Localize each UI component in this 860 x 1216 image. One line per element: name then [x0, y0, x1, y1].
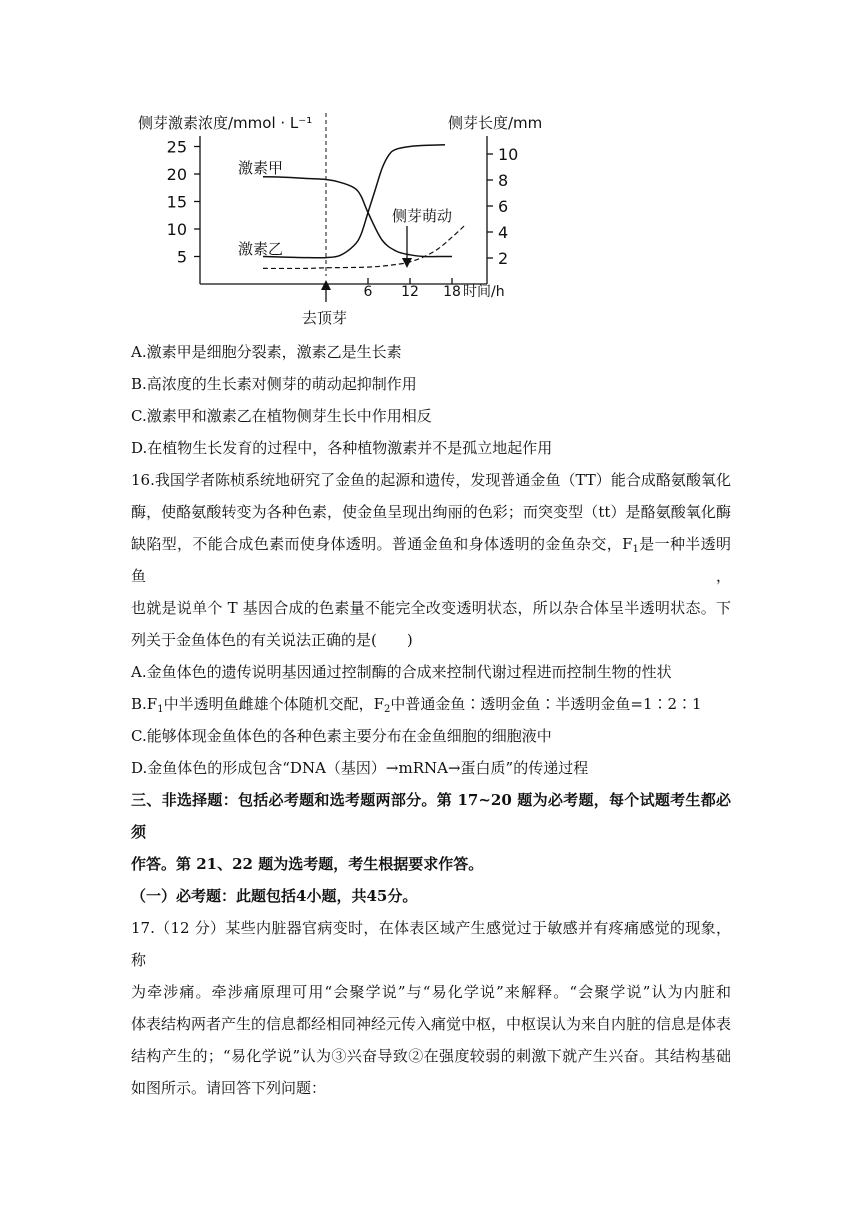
text-line: [131, 528, 731, 592]
text-line: 为牵涉痛。牵涉痛原理可用“会聚学说”与“易化学说”来解释。“会聚学说”认为内脏和: [131, 983, 731, 1001]
text-fragment: 是一种半透明鱼，: [131, 535, 731, 585]
text-line: 列关于金鱼体色的有关说法正确的是( ): [131, 631, 413, 649]
text-line: C.能够体现金鱼体色的各种色素主要分布在金鱼细胞的细胞液中: [131, 727, 552, 745]
text-line: 如图所示。请回答下列问题：: [131, 1079, 327, 1097]
question-text: [131, 336, 731, 1104]
right-tick-label: 2: [498, 249, 509, 268]
label-hormone-a: 激素甲: [238, 159, 284, 177]
text-fragment: 中半透明鱼雌雄个体随机交配，F: [163, 695, 384, 713]
left-axis-label: 侧芽激素浓度/mmol · L⁻¹: [138, 114, 313, 132]
right-tick-label: 6: [498, 197, 509, 216]
decapitation-arrow-head: [321, 280, 331, 290]
text-fragment: 缺陷型，不能合成色素而使身体透明。普通金鱼和身体透明的金鱼杂交，F: [131, 535, 633, 553]
x-tick-label: 6: [363, 284, 373, 300]
left-tick-label: 15: [166, 192, 187, 212]
text-line: [131, 688, 731, 720]
text-line: 也就是说单个 T 基因合成的色素量不能完全改变透明状态，所以杂合体呈半透明状态。下: [131, 599, 731, 617]
text-line: B.高浓度的生长素对侧芽的萌动起抑制作用: [131, 375, 417, 393]
text-line: 结构产生的；“易化学说”认为③兴奋导致②在强度较弱的刺激下就产生兴奋。其结构基础: [131, 1047, 731, 1065]
text-line: 作答。第 21、22 题为选考题，考生根据要求作答。: [131, 855, 484, 873]
right-tick-label: 4: [498, 223, 509, 242]
subscript: 2: [384, 704, 391, 715]
x-tick-label: 18: [443, 284, 461, 300]
right-tick-label: 8: [498, 171, 509, 190]
text-line: C.激素甲和激素乙在植物侧芽生长中作用相反: [131, 407, 432, 425]
left-tick-label: 20: [166, 165, 187, 184]
right-tick-label: 10: [498, 145, 519, 164]
text-line: 三、非选择题：包括必考题和选考题两部分。第 17~20 题为必考题，每个试题考生都必须: [131, 791, 731, 841]
subscript: 1: [157, 704, 164, 715]
x-tick-label: 12: [401, 284, 419, 300]
text-line: 17.（12 分）某些内脏器官病变时，在体表区域产生感觉过于敏感并有疼痛感觉的现象，称: [131, 919, 731, 969]
series-bud-length-line: [263, 224, 466, 268]
right-axis-label: 侧芽长度/mm: [448, 114, 543, 132]
text-line: A.激素甲是细胞分裂素，激素乙是生长素: [131, 343, 402, 361]
text-line: A.金鱼体色的遗传说明基因通过控制酶的合成来控制代谢过程进而控制生物的性状: [131, 663, 672, 681]
hormone-chart: [130, 108, 550, 333]
x-axis-label: 时间/h: [463, 284, 505, 300]
label-hormone-b: 激素乙: [238, 240, 284, 258]
left-tick-label: 25: [166, 137, 187, 157]
text-line: 酶，使酪氨酸转变为各种色素，使金鱼呈现出绚丽的色彩；而突变型（tt）是酪氨酸氧化酶: [131, 503, 731, 521]
text-fragment: 中普通金鱼∶透明金鱼∶半透明金鱼=1∶2∶1: [390, 695, 702, 713]
series-hormone-b-line: [263, 145, 445, 258]
annotation-budding: 侧芽萌动: [392, 207, 453, 225]
annotation-decapitation: 去顶芽: [302, 309, 348, 327]
text-line: （一）必考题：此题包括4小题，共45分。: [131, 887, 418, 905]
left-tick-label: 5: [176, 247, 187, 267]
text-line: 16.我国学者陈桢系统地研究了金鱼的起源和遗传，发现普通金鱼（TT）能合成酪氨酸氧化: [131, 471, 731, 489]
subscript: 1: [632, 544, 639, 555]
text-line: D.在植物生长发育的过程中，各种植物激素并不是孤立地起作用: [131, 439, 553, 457]
text-fragment: B.F: [131, 695, 158, 713]
left-tick-label: 10: [166, 220, 187, 239]
text-line: D.金鱼体色的形成包含“DNA（基因）→mRNA→蛋白质”的传递过程: [131, 759, 589, 777]
text-line: 体表结构两者产生的信息都经相同神经元传入痛觉中枢，中枢误认为来自内脏的信息是体表: [131, 1015, 732, 1033]
